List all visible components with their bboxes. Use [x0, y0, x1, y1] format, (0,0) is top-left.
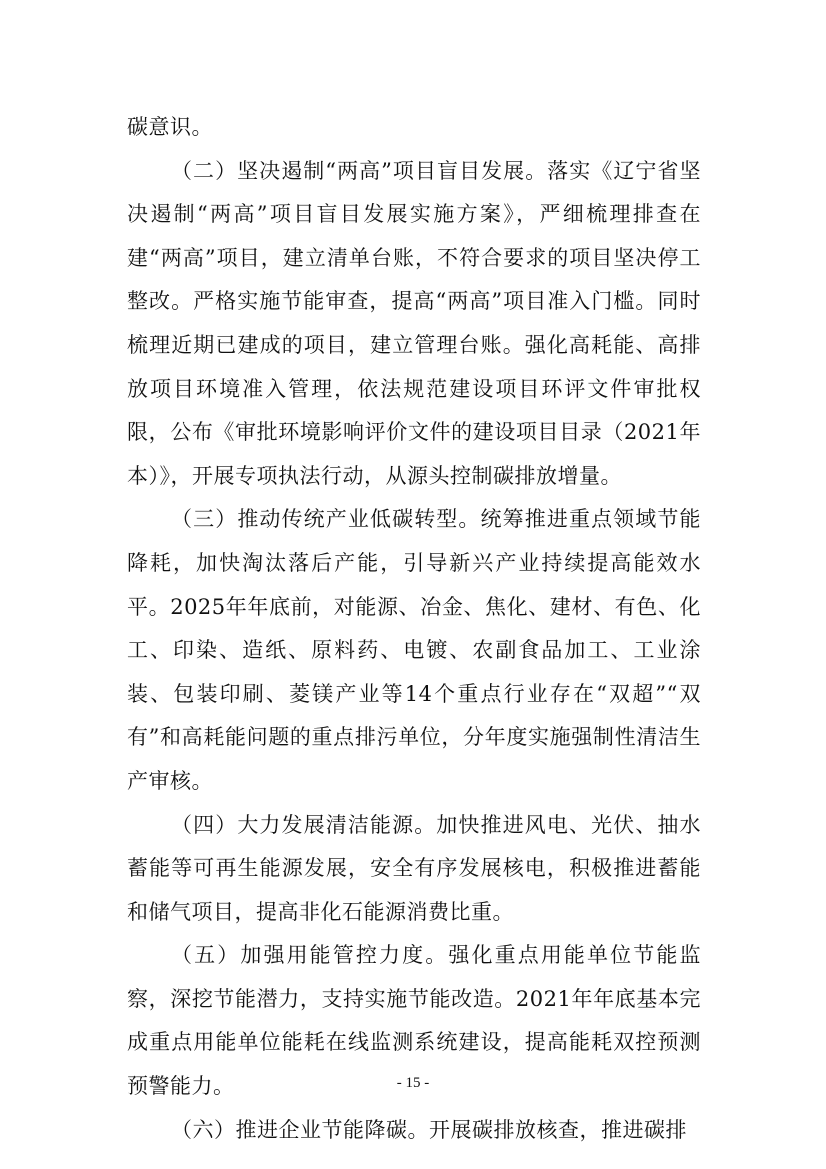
paragraph-section-5: （五）加强用能管控力度。强化重点用能单位节能监察，深挖节能潜力，支持实施节能改造。2021年年底基本完成重点用能单位能耗在线监测系统建设，提高能耗双控预测预警能力。: [127, 943, 701, 1099]
paragraph-section-2: （二）坚决遏制“两高”项目盲目发展。落实《辽宁省坚决遏制“两高”项目盲目发展实施方案》，严细梳理排查在建“两高”项目，建立清单台账，不符合要求的项目坚决停工整改。严格实施节能审查，提高“两高”项目准入门槛。同时梳理近期已建成的项目，建立管理台账。强化高耗能、高排放项目环境准入管理，依法规范建设项目环评文件审批权限，公布《审批环境影响评价文件的建设项目目录（2021年本）》，开展专项执法行动，从源头控制碳排放增量。: [127, 158, 701, 488]
page-number: - 15 -: [396, 1075, 430, 1091]
paragraph-continuation: 碳意识。: [127, 115, 213, 139]
paragraph-section-4: （四）大力发展清洁能源。加快推进风电、光伏、抽水蓄能等可再生能源发展，安全有序发展核电，积极推进蓄能和储气项目，提高非化石能源消费比重。: [127, 812, 701, 924]
paragraph-section-3: （三）推动传统产业低碳转型。统筹推进重点领域节能降耗，加快淘汰落后产能，引导新兴产业持续提高能效水平。2025年年底前，对能源、冶金、焦化、建材、有色、化工、印染、造纸、原料药、电镀、农副食品加工、工业涂装、包装印刷、菱镁产业等14个重点行业存在“双超”“双有”和高耗能问题的重点排污单位，分年度实施强制性清洁生产审核。: [127, 507, 701, 793]
paragraph-section-6: （六）推进企业节能降碳。开展碳排放核查，推进碳排: [171, 1117, 687, 1142]
body-text: [127, 106, 701, 1152]
